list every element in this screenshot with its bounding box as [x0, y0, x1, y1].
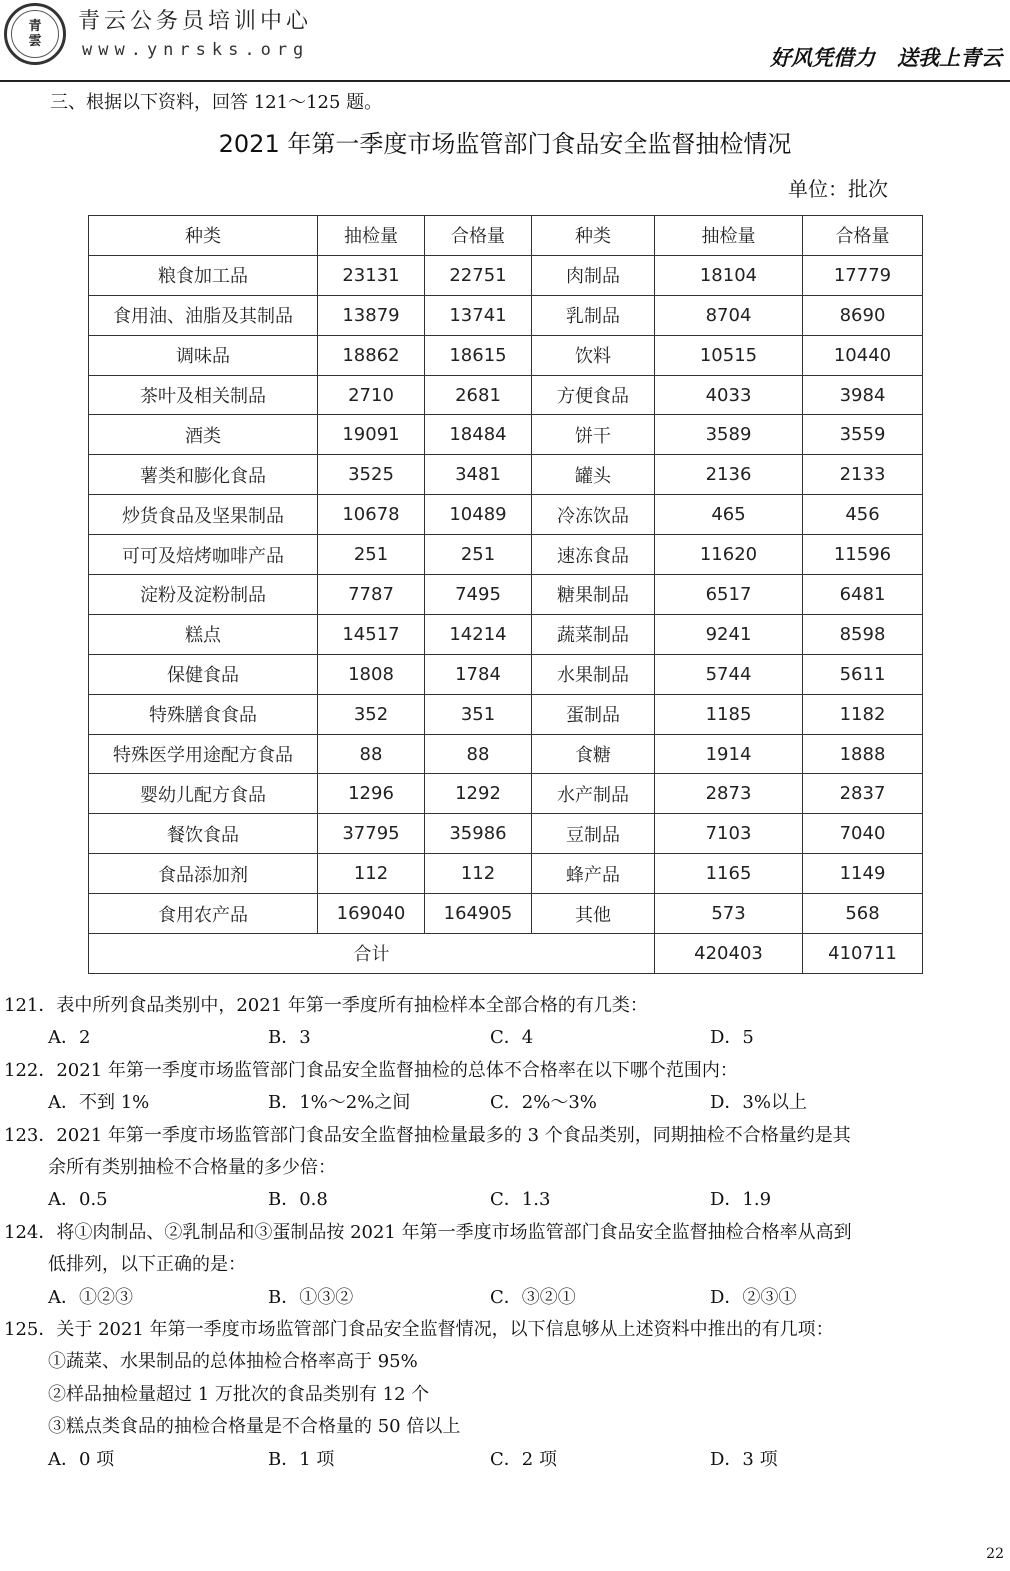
table-cell: 13741: [425, 295, 532, 335]
table-cell: 蛋制品: [532, 694, 655, 734]
answer-option: B．3: [268, 1027, 311, 1049]
table-cell: 餐饮食品: [89, 814, 318, 854]
table-row: [89, 575, 923, 615]
table-cell: 5744: [655, 654, 803, 694]
question-statement: ②样品抽检量超过 1 万批次的食品类别有 12 个: [48, 1383, 430, 1405]
answer-options: [0, 1444, 1010, 1476]
table-cell: 18104: [655, 255, 803, 295]
question-list: [0, 990, 1010, 1476]
answer-options: [0, 1184, 1010, 1216]
table-cell: 351: [425, 694, 532, 734]
answer-options: [0, 1022, 1010, 1054]
table-cell: 1185: [655, 694, 803, 734]
table-cell: 1182: [803, 694, 923, 734]
table-cell: 炒货食品及坚果制品: [89, 495, 318, 535]
table-cell: 251: [318, 535, 425, 575]
table-cell: 调味品: [89, 335, 318, 375]
table-cell: 465: [655, 495, 803, 535]
table-cell: 饼干: [532, 415, 655, 455]
table-cell: 2133: [803, 455, 923, 495]
table-cell: 方便食品: [532, 375, 655, 415]
table-cell: 14214: [425, 614, 532, 654]
table-cell: 冷冻饮品: [532, 495, 655, 535]
table-row: [89, 854, 923, 894]
table-row: [89, 614, 923, 654]
table-header-row: [89, 216, 923, 256]
table-cell: 酒类: [89, 415, 318, 455]
table-cell: 蔬菜制品: [532, 614, 655, 654]
table-cell: 3481: [425, 455, 532, 495]
table-cell: 糕点: [89, 614, 318, 654]
table-cell: 可可及焙烤咖啡产品: [89, 535, 318, 575]
table-cell: 88: [425, 734, 532, 774]
table-cell: 4033: [655, 375, 803, 415]
table-row: [89, 814, 923, 854]
answer-option: C．4: [490, 1027, 534, 1049]
table-cell: 7495: [425, 575, 532, 615]
table-cell: 5611: [803, 654, 923, 694]
slogan: 好风凭借力 送我上青云: [770, 46, 1002, 70]
table-cell: 6517: [655, 575, 803, 615]
table-cell: 食用油、油脂及其制品: [89, 295, 318, 335]
question-stem: 125．关于 2021 年第一季度市场监管部门食品安全监督情况，以下信息够从上述资料中推出的有几项：: [4, 1319, 834, 1340]
org-url: www.ynrsks.org: [82, 40, 310, 60]
table-cell: 13879: [318, 295, 425, 335]
table-cell: 6481: [803, 575, 923, 615]
table-cell: 35986: [425, 814, 532, 854]
table-row: [89, 654, 923, 694]
table-cell: 特殊医学用途配方食品: [89, 734, 318, 774]
table-cell: 糖果制品: [532, 575, 655, 615]
table-cell: 1165: [655, 854, 803, 894]
table-cell: 1296: [318, 774, 425, 814]
table-cell: 粮食加工品: [89, 255, 318, 295]
table-cell: 7040: [803, 814, 923, 854]
question-statement: ①蔬菜、水果制品的总体抽检合格率高于 95%: [48, 1351, 418, 1373]
table-cell: 2837: [803, 774, 923, 814]
table-cell: 3525: [318, 455, 425, 495]
table-cell: 茶叶及相关制品: [89, 375, 318, 415]
total-qualified: 410711: [803, 934, 923, 974]
table-row: [89, 375, 923, 415]
table-cell: 淀粉及淀粉制品: [89, 575, 318, 615]
table-cell: 食用农产品: [89, 894, 318, 934]
table-cell: 8598: [803, 614, 923, 654]
table-cell: 饮料: [532, 335, 655, 375]
table-cell: 豆制品: [532, 814, 655, 854]
table-cell: 3589: [655, 415, 803, 455]
table-cell: 8704: [655, 295, 803, 335]
answer-option: C．1.3: [490, 1189, 551, 1211]
table-row: [89, 255, 923, 295]
table-cell: 23131: [318, 255, 425, 295]
table-row: [89, 335, 923, 375]
header-cell: 抽检量: [655, 216, 803, 256]
header-cell: 合格量: [425, 216, 532, 256]
question-stem: 123．2021 年第一季度市场监管部门食品安全监督抽检量最多的 3 个食品类别，同期抽检不合格量约是其: [4, 1124, 851, 1146]
table-row: [89, 415, 923, 455]
table-row: [89, 295, 923, 335]
table-cell: 251: [425, 535, 532, 575]
table-cell: 乳制品: [532, 295, 655, 335]
table-cell: 456: [803, 495, 923, 535]
section-intro: 三、根据以下资料，回答 121～125 题。: [50, 92, 383, 113]
page-number: 22: [986, 1546, 1004, 1562]
table-cell: 164905: [425, 894, 532, 934]
answer-option: D．②③①: [710, 1286, 797, 1308]
table-cell: 568: [803, 894, 923, 934]
table-cell: 2873: [655, 774, 803, 814]
table-cell: 3559: [803, 415, 923, 455]
table-unit: 单位：批次: [788, 177, 888, 201]
table-cell: 其他: [532, 894, 655, 934]
table-cell: 蜂产品: [532, 854, 655, 894]
table-cell: 18862: [318, 335, 425, 375]
table-cell: 婴幼儿配方食品: [89, 774, 318, 814]
question-stem-continued: 余所有类别抽检不合格量的多少倍：: [48, 1157, 336, 1178]
total-label: 合计: [89, 934, 655, 974]
table-cell: 3984: [803, 375, 923, 415]
table-cell: 2710: [318, 375, 425, 415]
answer-option: A．0.5: [48, 1189, 108, 1211]
header-divider: [0, 80, 1010, 82]
table-title: 2021 年第一季度市场监管部门食品安全监督抽检情况: [218, 130, 792, 158]
table-row: [89, 694, 923, 734]
table-cell: 9241: [655, 614, 803, 654]
table-row: [89, 535, 923, 575]
table-cell: 573: [655, 894, 803, 934]
table-cell: 1808: [318, 654, 425, 694]
table-cell: 1914: [655, 734, 803, 774]
answer-option: D．3%以上: [710, 1092, 807, 1114]
table-cell: 1149: [803, 854, 923, 894]
table-cell: 169040: [318, 894, 425, 934]
question-statement: ③糕点类食品的抽检合格量是不合格量的 50 倍以上: [48, 1416, 461, 1438]
header-cell: 种类: [532, 216, 655, 256]
table-cell: 7787: [318, 575, 425, 615]
table-cell: 1888: [803, 734, 923, 774]
answer-option: D．5: [710, 1027, 754, 1049]
answer-option: D．3 项: [710, 1448, 778, 1470]
table-cell: 速冻食品: [532, 535, 655, 575]
table-cell: 14517: [318, 614, 425, 654]
table-cell: 11620: [655, 535, 803, 575]
table-cell: 10515: [655, 335, 803, 375]
answer-options: [0, 1087, 1010, 1119]
total-sampled: 420403: [655, 934, 803, 974]
table-cell: 112: [425, 854, 532, 894]
table-cell: 352: [318, 694, 425, 734]
table-cell: 18615: [425, 335, 532, 375]
answer-option: A．2: [48, 1027, 91, 1049]
question-stem: 124．将①肉制品、②乳制品和③蛋制品按 2021 年第一季度市场监管部门食品安全监督抽检合格率从高到: [4, 1221, 852, 1243]
answer-option: B．1%～2%之间: [268, 1092, 411, 1114]
table-row: [89, 455, 923, 495]
table-row: [89, 734, 923, 774]
table-cell: 19091: [318, 415, 425, 455]
answer-option: C．2 项: [490, 1448, 557, 1470]
table-cell: 2136: [655, 455, 803, 495]
page-header: [0, 0, 1010, 82]
answer-option: D．1.9: [710, 1189, 772, 1211]
question-stem: 122．2021 年第一季度市场监管部门食品安全监督抽检的总体不合格率在以下哪个范围内：: [4, 1059, 738, 1081]
answer-option: B．1 项: [268, 1448, 335, 1470]
table-cell: 肉制品: [532, 255, 655, 295]
header-cell: 种类: [89, 216, 318, 256]
table-cell: 10440: [803, 335, 923, 375]
table-cell: 保健食品: [89, 654, 318, 694]
question-stem-continued: 低排列，以下正确的是：: [48, 1254, 246, 1276]
table-cell: 特殊膳食食品: [89, 694, 318, 734]
answer-option: B．①③②: [268, 1286, 354, 1308]
table-cell: 22751: [425, 255, 532, 295]
answer-option: C．③②①: [490, 1286, 576, 1308]
table-cell: 水果制品: [532, 654, 655, 694]
table-row: [89, 894, 923, 934]
header-cell: 抽检量: [318, 216, 425, 256]
table-cell: 37795: [318, 814, 425, 854]
table-cell: 112: [318, 854, 425, 894]
table-cell: 1292: [425, 774, 532, 814]
table-cell: 7103: [655, 814, 803, 854]
answer-option: A．不到 1%: [48, 1092, 150, 1114]
table-cell: 8690: [803, 295, 923, 335]
answer-option: A．①②③: [48, 1286, 133, 1308]
inspection-table: [88, 215, 923, 974]
table-cell: 薯类和膨化食品: [89, 455, 318, 495]
answer-option: B．0.8: [268, 1189, 328, 1211]
table-cell: 10678: [318, 495, 425, 535]
qingyun-logo: [4, 3, 66, 65]
header-cell: 合格量: [803, 216, 923, 256]
table-cell: 10489: [425, 495, 532, 535]
table-cell: 2681: [425, 375, 532, 415]
table-cell: 1784: [425, 654, 532, 694]
table-total-row: [89, 934, 923, 974]
question-stem: 121．表中所列食品类别中，2021 年第一季度所有抽检样本全部合格的有几类：: [4, 995, 648, 1016]
table-body: [89, 255, 923, 933]
org-name: 青云公务员培训中心: [78, 9, 313, 34]
table-cell: 水产制品: [532, 774, 655, 814]
table-row: [89, 774, 923, 814]
logo-char-2: 雲: [28, 34, 42, 49]
table-cell: 17779: [803, 255, 923, 295]
answer-options: [0, 1282, 1010, 1314]
table-cell: 罐头: [532, 455, 655, 495]
logo-char-1: 青: [28, 19, 42, 34]
table-cell: 88: [318, 734, 425, 774]
table-row: [89, 495, 923, 535]
answer-option: C．2%～3%: [490, 1092, 597, 1114]
table-cell: 食糖: [532, 734, 655, 774]
table-cell: 食品添加剂: [89, 854, 318, 894]
table-cell: 11596: [803, 535, 923, 575]
table-cell: 18484: [425, 415, 532, 455]
answer-option: A．0 项: [48, 1448, 115, 1470]
